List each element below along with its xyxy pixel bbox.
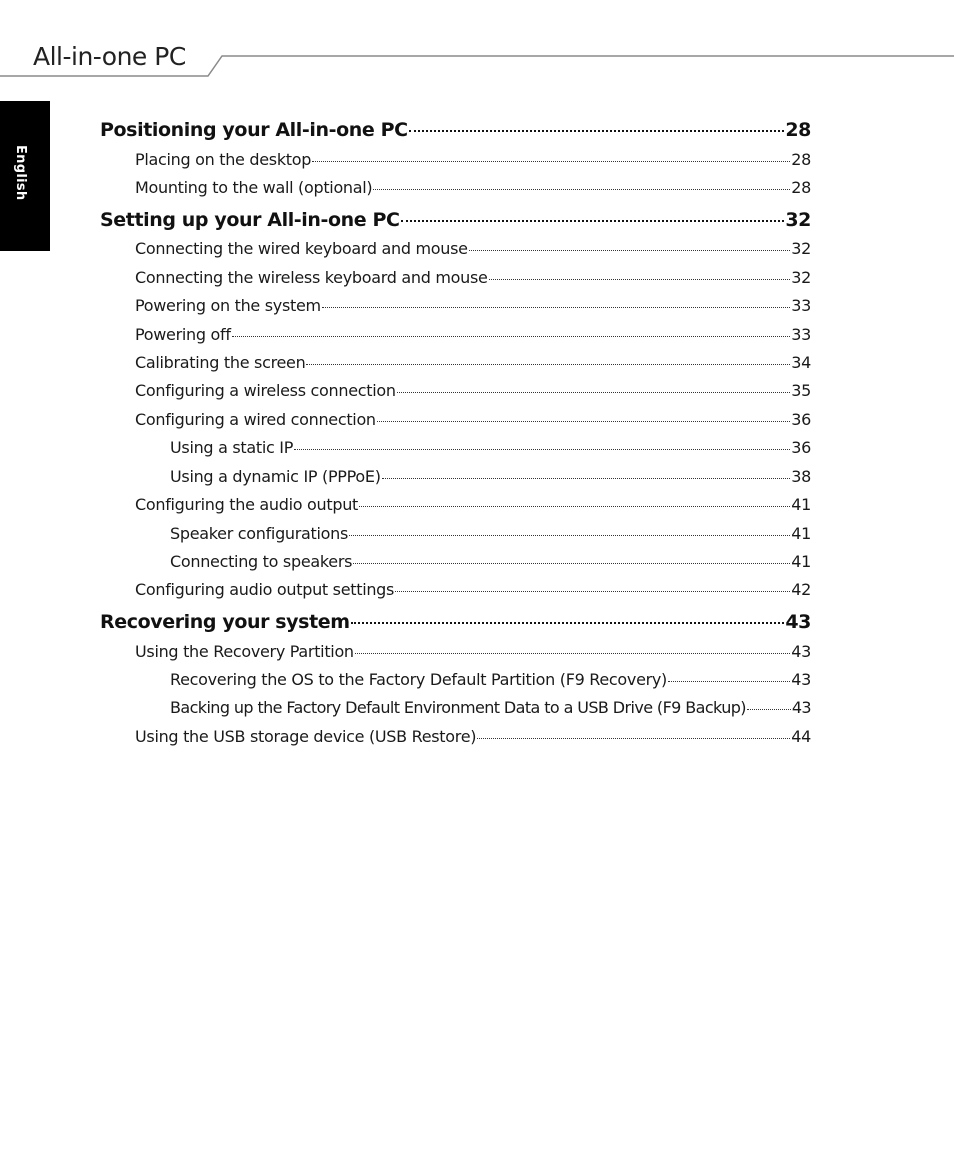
toc-item-title: Powering off: [135, 325, 231, 344]
toc-page-number: 32: [791, 268, 811, 287]
toc-leader-dots: [747, 697, 791, 713]
toc-leader-dots: [469, 238, 791, 254]
toc-subitem[interactable]: [170, 466, 811, 486]
toc-page-number: 28: [785, 119, 811, 141]
toc-item[interactable]: [135, 324, 811, 344]
toc-page-number: 41: [791, 524, 811, 543]
toc-page-number: 36: [791, 410, 811, 429]
toc-section-positioning[interactable]: [100, 117, 811, 141]
toc-leader-dots: [401, 207, 785, 226]
toc-page-number: 28: [791, 178, 811, 197]
toc-section-title: Setting up your All-in-one PC: [100, 209, 400, 231]
toc-subitem[interactable]: [170, 697, 811, 717]
toc-item-title: Backing up the Factory Default Environment Data to a USB Drive (F9 Backup): [170, 698, 746, 717]
toc-subitem[interactable]: [170, 437, 811, 457]
toc-page-number: 34: [791, 353, 811, 372]
toc-page-number: 43: [791, 670, 811, 689]
toc-page-number: 28: [791, 150, 811, 169]
toc-page-number: 38: [791, 467, 811, 486]
toc-item-title: Using the Recovery Partition: [135, 642, 354, 661]
toc-leader-dots: [351, 609, 785, 628]
toc-page-number: 43: [791, 642, 811, 661]
toc-subitem[interactable]: [170, 523, 811, 543]
toc-leader-dots: [668, 669, 790, 685]
page-header: [0, 0, 954, 90]
toc-item[interactable]: [135, 267, 811, 287]
toc-item-title: Powering on the system: [135, 296, 321, 315]
toc-leader-dots: [349, 523, 790, 539]
toc-page-number: 32: [785, 209, 811, 231]
toc-page-number: 32: [791, 239, 811, 258]
language-tab-label: English: [13, 145, 28, 201]
toc-page-number: 42: [791, 580, 811, 599]
toc-item[interactable]: [135, 352, 811, 372]
toc-page-number: 33: [791, 296, 811, 315]
toc-section-title: Positioning your All-in-one PC: [100, 119, 408, 141]
toc-item[interactable]: [135, 149, 811, 169]
toc-leader-dots: [294, 437, 790, 453]
toc-item[interactable]: [135, 238, 811, 258]
toc-leader-dots: [232, 324, 791, 340]
toc-page-number: 41: [791, 552, 811, 571]
toc-section-title: Recovering your system: [100, 611, 350, 633]
toc-item-title: Calibrating the screen: [135, 353, 306, 372]
toc-item[interactable]: [135, 295, 811, 315]
toc-page-number: 44: [791, 727, 811, 746]
toc-leader-dots: [359, 494, 790, 510]
toc-leader-dots: [489, 267, 791, 283]
toc-subitem[interactable]: [170, 551, 811, 571]
toc-item-title: Configuring a wireless connection: [135, 381, 396, 400]
toc-item-title: Configuring a wired connection: [135, 410, 376, 429]
toc-section-recovering[interactable]: [100, 609, 811, 633]
toc-leader-dots: [373, 177, 790, 193]
toc-item[interactable]: [135, 380, 811, 400]
toc-item[interactable]: [135, 641, 811, 661]
toc-item[interactable]: [135, 409, 811, 429]
toc-leader-dots: [312, 149, 790, 165]
toc-item[interactable]: [135, 494, 811, 514]
toc-leader-dots: [355, 641, 790, 657]
toc-item-title: Mounting to the wall (optional): [135, 178, 373, 197]
toc-page-number: 33: [791, 325, 811, 344]
toc-item-title: Connecting the wireless keyboard and mouse: [135, 268, 488, 287]
toc-item-title: Connecting to speakers: [170, 552, 353, 571]
toc-leader-dots: [382, 466, 791, 482]
toc-page-number: 36: [791, 438, 811, 457]
toc-item[interactable]: [135, 726, 811, 746]
header-title: All-in-one PC: [33, 42, 186, 71]
toc-item-title: Configuring the audio output: [135, 495, 359, 514]
toc-leader-dots: [377, 409, 790, 425]
toc-item-title: Using a dynamic IP (PPPoE): [170, 467, 381, 486]
toc-item-title: Recovering the OS to the Factory Default Partition (F9 Recovery): [170, 670, 668, 689]
toc-leader-dots: [477, 726, 790, 742]
toc-item-title: Speaker configurations: [170, 524, 349, 543]
toc-page-number: 35: [791, 381, 811, 400]
toc-leader-dots: [322, 295, 790, 311]
toc-item[interactable]: [135, 177, 811, 197]
toc-item-title: Configuring audio output settings: [135, 580, 395, 599]
toc-item-title: Using a static IP: [170, 438, 294, 457]
toc-page-number: 43: [785, 611, 811, 633]
toc-item[interactable]: [135, 579, 811, 599]
toc-item-title: Connecting the wired keyboard and mouse: [135, 239, 468, 258]
toc-leader-dots: [397, 380, 791, 396]
toc-section-setting-up[interactable]: [100, 207, 811, 231]
toc-leader-dots: [395, 579, 790, 595]
toc-item-title: Placing on the desktop: [135, 150, 312, 169]
toc-page-number: 41: [791, 495, 811, 514]
toc-leader-dots: [306, 352, 790, 368]
toc-item-title: Using the USB storage device (USB Restore): [135, 727, 477, 746]
toc-subitem[interactable]: [170, 669, 811, 689]
toc-page-number: 43: [791, 698, 811, 717]
toc-leader-dots: [409, 117, 785, 136]
toc-leader-dots: [353, 551, 790, 567]
